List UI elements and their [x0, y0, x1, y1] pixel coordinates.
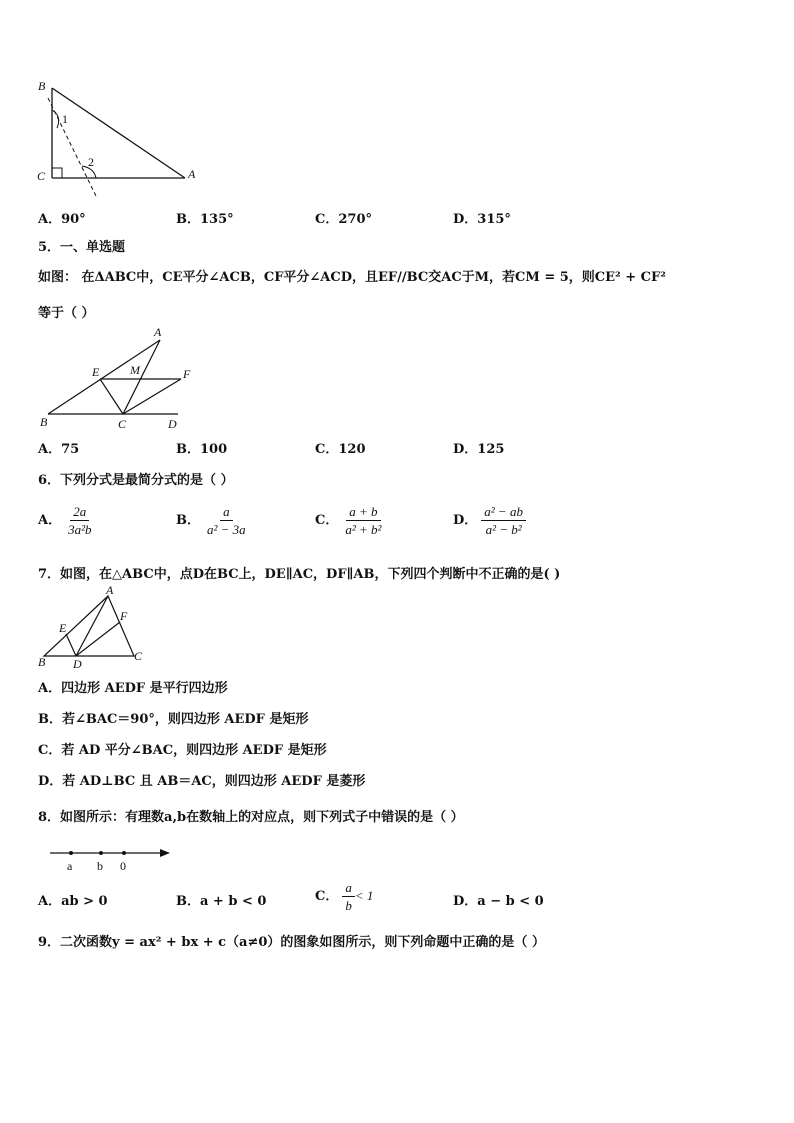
q5-stem-line1: 如图： 在ΔABC中，CE平分∠ACB，CF平分∠ACD，且EF//BC交AC于M，若CM = 5，则CE² + CF²	[38, 270, 666, 285]
q6-option-c: C． $\frac{a + b}{\text{a² + b²}}$	[315, 504, 382, 537]
q5-option-c: C．120	[315, 442, 366, 457]
q5-fig-label-e: E	[92, 365, 100, 379]
q6-option-b: B． $\frac{a}{\text{a² − 3a}}$	[176, 504, 246, 537]
q7-fig-label-e: E	[59, 621, 67, 635]
q5-option-b: B．100	[176, 442, 228, 457]
q6-stem: 6．下列分式是最简分式的是（ ）	[38, 473, 234, 488]
q4-option-a: A．90°	[38, 212, 86, 227]
q5-heading: 5．一、单选题	[38, 240, 126, 255]
fig4-label-a: A	[188, 167, 196, 181]
q8-option-d: D．a − b < 0	[453, 894, 544, 909]
q4-option-c: C．270°	[315, 212, 372, 227]
q7-stem: 7．如图，在△ABC中，点D在BC上，DE∥AC，DF∥AB，下列四个判断中不正确的是( )	[38, 567, 561, 582]
q5-fig-label-f: F	[183, 367, 191, 381]
q4-option-b: B．135°	[176, 212, 234, 227]
fig4-angle-2: 2	[88, 155, 94, 169]
q8-axis-label-b: b	[97, 859, 103, 873]
q7-figure	[34, 584, 154, 670]
q4-option-d: D．315°	[453, 212, 511, 227]
q7-option-b: B．若∠BAC＝90°，则四边形 AEDF 是矩形	[38, 712, 309, 727]
q7-option-a: A．四边形 AEDF 是平行四边形	[38, 681, 228, 696]
q5-fig-label-m: M	[130, 363, 140, 377]
q8-option-a: A．ab > 0	[38, 894, 108, 909]
q5-fig-label-c: C	[118, 417, 127, 430]
q7-fig-label-a: A	[106, 584, 114, 597]
q8-option-c: C． $\frac{a}{b}$ < 1	[315, 880, 374, 913]
q5-fig-label-b: B	[40, 415, 48, 429]
q7-fig-label-b: B	[38, 655, 46, 669]
q5-fig-label-d: D	[168, 417, 177, 430]
q8-number-line	[48, 840, 178, 874]
fig4-label-b: B	[38, 79, 46, 93]
q4-triangle-figure	[30, 76, 210, 196]
q7-option-c: C．若 AD 平分∠BAC，则四边形 AEDF 是矩形	[38, 743, 327, 758]
q8-option-b: B．a + b < 0	[176, 894, 267, 909]
q5-fig-label-a: A	[154, 326, 162, 339]
q5-stem-line2: 等于（ ）	[38, 306, 95, 321]
q8-axis-label-0: 0	[120, 859, 126, 873]
q7-fig-label-c: C	[134, 649, 143, 663]
q8-axis-label-a: a	[67, 859, 73, 873]
q5-option-a: A．75	[38, 442, 80, 457]
q6-option-a: A． $\frac{2a}{\text{3a²b}}$	[38, 504, 92, 537]
q5-option-d: D．125	[453, 442, 505, 457]
q7-fig-label-f: F	[120, 609, 128, 623]
q7-option-d: D．若 AD⊥BC 且 AB＝AC，则四边形 AEDF 是菱形	[38, 774, 366, 789]
q6-option-d: D． $\frac{\text{a² − ab}}{\text{a² − b²}}$	[453, 504, 526, 537]
q8-stem: 8．如图所示：有理数a,b在数轴上的对应点，则下列式子中错误的是（ ）	[38, 810, 464, 825]
q5-figure	[36, 326, 206, 430]
fig4-angle-1: 1	[62, 112, 68, 126]
q7-fig-label-d: D	[73, 657, 82, 670]
q9-stem: 9．二次函数y = ax² + bx + c（a≠0）的图象如图所示，则下列命题中正确的是（ ）	[38, 935, 545, 950]
fig4-label-c: C	[37, 169, 46, 183]
